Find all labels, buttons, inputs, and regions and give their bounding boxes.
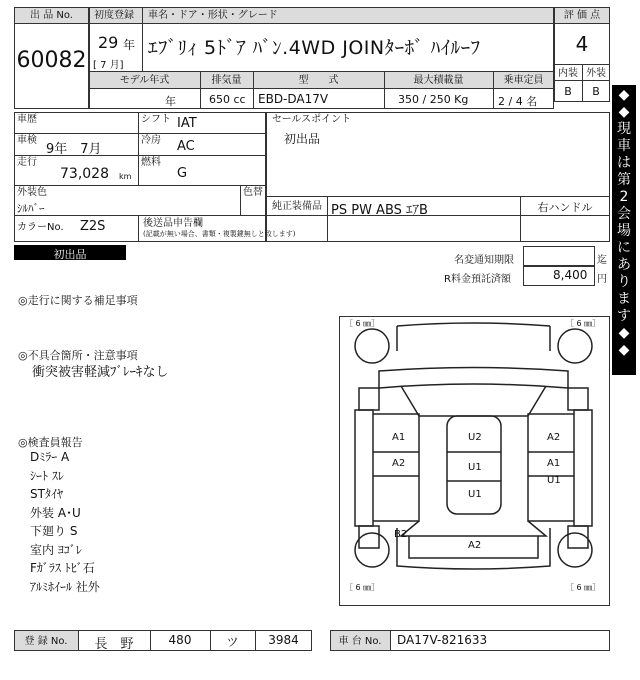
registration-kana: ツ bbox=[226, 635, 239, 649]
report-item: ｼｰﾄ ｽﾚ bbox=[30, 468, 64, 483]
shift-value: IAT bbox=[177, 116, 197, 131]
inspector-report-list bbox=[30, 448, 100, 596]
transfer-deadline-box bbox=[523, 246, 595, 266]
chassis-number: DA17V-821633 bbox=[397, 633, 488, 647]
banner-char: 会 bbox=[617, 206, 631, 222]
damage-mark: A1 bbox=[547, 458, 561, 469]
history-label: 車歴 bbox=[17, 114, 37, 125]
report-item: STﾀｲﾔ bbox=[30, 487, 63, 501]
sales-label: セールスポイント bbox=[272, 114, 352, 125]
banner-char: 2 bbox=[619, 189, 629, 205]
registration-area: 長 野 bbox=[94, 637, 134, 652]
color-no-label: カラーNo. bbox=[17, 222, 64, 233]
exterior-label: 外装 bbox=[586, 68, 606, 79]
banner-char: 車 bbox=[617, 138, 631, 154]
model-year-label: モデル年式 bbox=[119, 75, 170, 86]
ac-label: 冷房 bbox=[141, 135, 161, 146]
recycle-fee-unit: 円 bbox=[597, 274, 607, 285]
exterior-grade: B bbox=[592, 85, 600, 98]
banner-char: ◆ bbox=[618, 342, 630, 358]
capacity-label: 乗車定員 bbox=[503, 75, 544, 86]
genuine-label: 純正装備品 bbox=[272, 201, 322, 212]
transfer-deadline-unit: 迄 bbox=[597, 255, 607, 266]
aftermarket-note: (記載が無い場合、書類・複製鍵無しと致します) bbox=[143, 230, 296, 238]
displacement-value: 650 cc bbox=[209, 93, 246, 106]
damage-mark: B2 bbox=[394, 529, 408, 540]
chassis-label: 車 台 No. bbox=[338, 636, 382, 647]
first-listing-badge-text: 初出品 bbox=[53, 248, 87, 261]
wheel-front-right bbox=[558, 329, 592, 363]
sales-text: 初出品 bbox=[284, 132, 321, 146]
banner-char: 場 bbox=[617, 223, 631, 239]
recycle-fee-value: 8,400 bbox=[553, 268, 588, 282]
type-label: 型 式 bbox=[298, 75, 339, 86]
aftermarket-label: 後送品申告欄 bbox=[143, 218, 203, 229]
banner-char: ◆ bbox=[618, 104, 630, 120]
report-item: ｱﾙﾐﾎｲｰﾙ 社外 bbox=[30, 579, 100, 594]
report-item: 下廻り S bbox=[30, 524, 78, 538]
tire-tread-rear-right: ［ 6 ㎜］ bbox=[566, 583, 601, 592]
damage-mark: U1 bbox=[547, 475, 561, 486]
max-load-value: 350 / 250 Kg bbox=[398, 93, 469, 106]
banner-char: す bbox=[617, 308, 631, 324]
first-reg-month: [ 7 月] bbox=[93, 60, 124, 71]
fuel-value: G bbox=[177, 166, 188, 181]
damage-mark: U1 bbox=[468, 489, 482, 500]
fuel-label: 燃料 bbox=[141, 157, 161, 168]
type-value: EBD-DA17V bbox=[258, 92, 329, 106]
first-reg-label: 初度登録 bbox=[94, 10, 134, 21]
recolor-label: 色替 bbox=[243, 187, 263, 198]
tire-tread-rear-left: ［ 6 ㎜］ bbox=[345, 583, 380, 592]
ext-color-label: 外装色 bbox=[17, 187, 47, 198]
defect-notes-label: ◎不具合箇所・注意事項 bbox=[18, 349, 138, 362]
car-name-label: 車名・ドア・形状・グレード bbox=[148, 10, 278, 21]
inspector-report-label: ◎検査員報告 bbox=[18, 436, 83, 449]
genuine-value: PS PW ABS ｴｱB bbox=[331, 203, 428, 218]
capacity-value: 2 / 4 名 bbox=[498, 95, 538, 108]
car-name: ｴﾌﾞﾘｨ 5ﾄﾞｱ ﾊﾞﾝ.4WD JOINﾀｰﾎﾞ ﾊｲﾙｰﾌ bbox=[148, 37, 481, 59]
max-load-label: 最大積載量 bbox=[413, 75, 464, 86]
mileage-value: 73,028 bbox=[60, 166, 109, 182]
transfer-deadline-label: 名変通知期限 bbox=[454, 255, 514, 266]
registration-label: 登 録 No. bbox=[24, 636, 68, 647]
recycle-fee-label: R料金預託済額 bbox=[444, 274, 511, 285]
inspection-value: 9年 7月 bbox=[46, 142, 102, 157]
banner-char: に bbox=[617, 240, 631, 256]
banner-char: り bbox=[617, 274, 631, 290]
banner-char: ま bbox=[617, 291, 631, 307]
grade-value: 4 bbox=[575, 32, 589, 56]
shift-label: シフト bbox=[141, 114, 171, 125]
damage-mark: U1 bbox=[468, 462, 482, 473]
tire-tread-front-right: ［ 6 ㎜］ bbox=[566, 319, 601, 328]
wheel-front-left bbox=[355, 329, 389, 363]
mileage-unit: km bbox=[119, 172, 132, 181]
mileage-label: 走行 bbox=[17, 157, 37, 168]
report-item: Fｶﾞﾗｽ ﾄﾋﾞ石 bbox=[30, 561, 95, 575]
ac-value: AC bbox=[177, 139, 195, 154]
report-item: 室内 ﾖｺﾞﾚ bbox=[30, 542, 82, 557]
tire-tread-front-left: ［ 6 ㎜］ bbox=[345, 319, 380, 328]
damage-mark: A2 bbox=[468, 540, 482, 551]
damage-mark: A2 bbox=[547, 432, 561, 443]
first-reg-year-unit: 年 bbox=[123, 38, 136, 52]
lot-number: 60082 bbox=[16, 48, 87, 73]
ext-color-value: ｼﾙﾊﾞｰ bbox=[17, 202, 45, 215]
damage-mark: A1 bbox=[392, 432, 406, 443]
banner-char: あ bbox=[617, 257, 631, 273]
model-year-value: 年 bbox=[165, 95, 176, 108]
damage-mark: A2 bbox=[392, 458, 406, 469]
side-banner bbox=[612, 85, 636, 375]
driving-notes-label: ◎走行に関する補足事項 bbox=[18, 294, 138, 307]
banner-char: 第 bbox=[617, 172, 631, 188]
color-no-value: Z2S bbox=[80, 219, 106, 234]
car-diagram bbox=[339, 316, 610, 606]
banner-char: ◆ bbox=[618, 325, 630, 341]
interior-grade: B bbox=[564, 85, 572, 98]
banner-char: ◆ bbox=[618, 87, 630, 103]
report-item: Dﾐﾗｰ A bbox=[30, 450, 70, 464]
wheel-rear-left bbox=[355, 533, 389, 567]
lot-label: 出 品 No. bbox=[30, 10, 73, 21]
displacement-label: 排気量 bbox=[211, 75, 242, 86]
interior-label: 内装 bbox=[558, 68, 578, 79]
steering: 右ハンドル bbox=[537, 201, 593, 214]
registration-class: 480 bbox=[168, 633, 192, 647]
inspection-label: 車検 bbox=[17, 135, 37, 146]
report-item: 外装 A･U bbox=[30, 505, 81, 520]
banner-char: は bbox=[617, 155, 631, 171]
defect-notes-text: 衝突被害軽減ﾌﾞﾚｰｷなし bbox=[32, 365, 169, 380]
banner-char: 現 bbox=[617, 121, 631, 137]
wheel-rear-right bbox=[558, 533, 592, 567]
grade-label: 評 価 点 bbox=[563, 10, 601, 21]
registration-number: 3984 bbox=[268, 633, 299, 647]
first-reg-year: 29 bbox=[98, 33, 119, 52]
damage-mark: U2 bbox=[468, 432, 482, 443]
